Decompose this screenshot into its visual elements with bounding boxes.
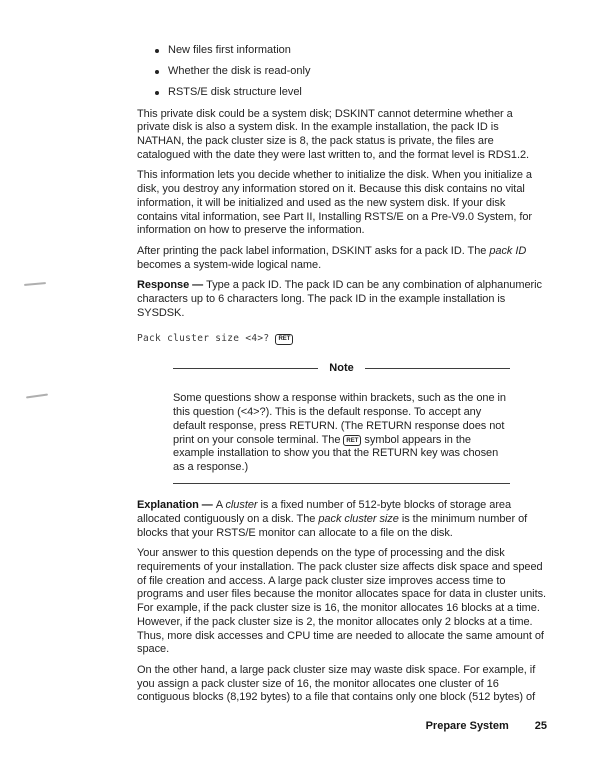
text-run: is a fixed number of 512-byte blocks of storage area allocated contiguously on a disk. The — [137, 499, 512, 525]
rule-line — [173, 368, 318, 370]
text-run: Type a pack ID. The pack ID can be any combination of alphanumeric characters up to 6 characters long. The pack ID in the example installation is SYSDSK. — [137, 279, 542, 319]
list-item — [155, 65, 547, 79]
return-key-icon: RET — [275, 334, 293, 345]
bullet-text: RSTS/E disk structure level — [168, 86, 302, 99]
paragraph-private-disk: This private disk could be a system disk; DSKINT cannot determine whether a private disk is also a system disk. In the example installation, the pack ID is NATHAN, the pack cluster size is 8, the pack status is private, the files are catalogued with the date they were last written to, and the format level is RDS1.2. — [137, 107, 530, 161]
bullet-text: Whether the disk is read-only — [168, 65, 311, 78]
bullet-text: New files first information — [168, 44, 291, 56]
margin-mark — [24, 282, 46, 286]
page-number: 25 — [534, 720, 547, 732]
response-label: Response — — [137, 279, 207, 292]
page-footer — [426, 720, 547, 732]
text-run-italic: cluster — [225, 499, 258, 512]
note-header — [173, 361, 510, 375]
terminal-prompt-line — [137, 328, 547, 346]
text-run: becomes a system-wide logical name. — [137, 258, 322, 271]
note-block — [173, 361, 510, 484]
text-run: is the minimum number of blocks that your RSTS/E monitor can allocate to a file on the disk. — [137, 512, 528, 539]
bullet-list — [155, 44, 547, 100]
text-run-italic: pack cluster size — [318, 512, 399, 525]
text-run: A — [215, 499, 226, 512]
page-content — [137, 44, 547, 705]
paragraph-response — [137, 279, 547, 320]
text-run: After printing the pack label information, DSKINT asks for a pack ID. The — [137, 244, 490, 257]
paragraph-waste-space: On the other hand, a large pack cluster size may waste disk space. For example, if you assign a pack cluster size of 16, the monitor allocates one cluster of 16 contiguous blocks (8,192 bytes) to a file that contains only one block (512 bytes) of — [137, 663, 536, 704]
bullet-icon — [155, 70, 159, 74]
bullet-icon — [155, 49, 159, 53]
paragraph-explanation — [137, 499, 547, 540]
paragraph-pack-id — [137, 245, 547, 272]
list-item — [155, 44, 547, 58]
paragraph-initialize-info: This information lets you decide whether to initialize the disk. When you initialize a disk, you destroy any information stored on it. Because this disk contains no vital information, it will be initialized and used as the new system disk. If your disk contains vital information, see Part II, Installing RSTS/E on a Pre-V9.0 System, for information on how to preserve the information. — [137, 169, 533, 237]
explanation-label: Explanation — — [137, 499, 216, 512]
footer-section-title: Prepare System — [425, 720, 509, 732]
rule-line — [365, 368, 510, 370]
prompt-text: Pack cluster size <4>? — [137, 333, 276, 345]
bullet-icon — [155, 91, 159, 95]
return-key-icon: RET — [343, 435, 361, 446]
note-body — [173, 392, 510, 474]
margin-mark — [26, 393, 48, 398]
rule-line — [173, 483, 510, 485]
text-run: symbol appears in the example installation to show you that the RETURN key was chosen as a response.) — [173, 433, 499, 473]
text-run: Some questions show a response within brackets, such as the one in this question (<4>?). This is the default response. To accept any default response, press RETURN. (The RETURN response does not print on your console terminal. The — [173, 392, 507, 446]
text-run-italic: pack ID — [489, 244, 527, 257]
list-item — [155, 86, 547, 100]
note-title: Note — [329, 362, 354, 375]
paragraph-answer-depends: Your answer to this question depends on the type of processing and the disk requirements of your installation. The pack cluster size affects disk space and speed of file creation and access. A large pack cluster size improves access time to programs and user files because the monitor allocates space for data in cluster units. For example, if the pack cluster size is 16, the monitor allocates 16 blocks at a time. However, if the pack cluster size is 2, the monitor allocates only 2 blocks at a time. Thus, more disk accesses and CPU time are needed to allocate the same amount of space. — [137, 547, 547, 656]
